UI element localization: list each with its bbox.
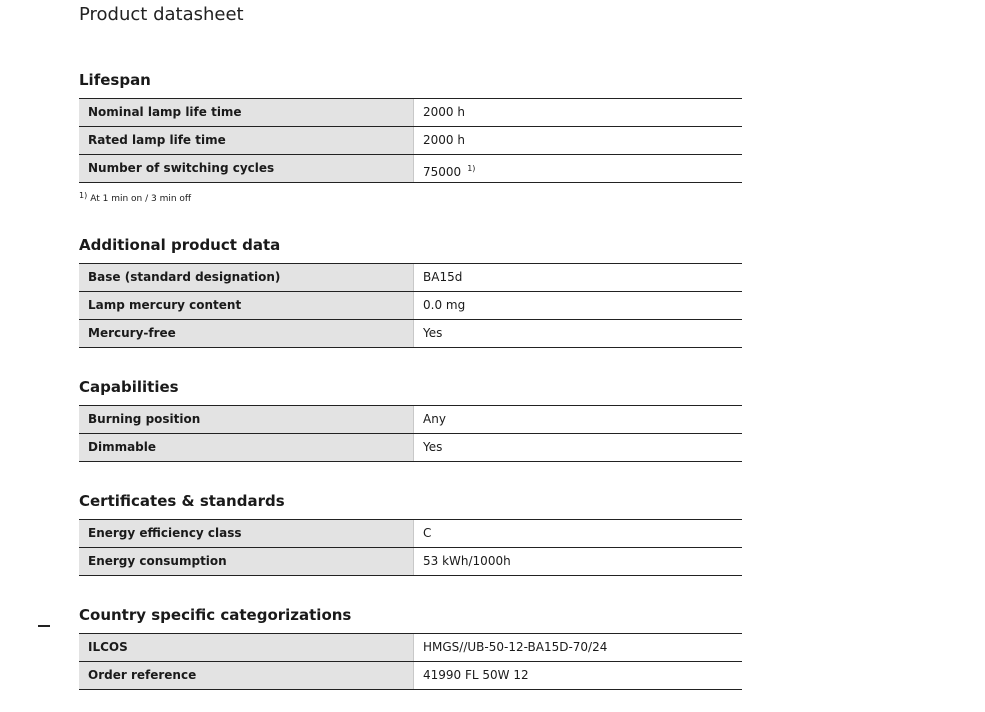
row-value: BA15d bbox=[413, 264, 742, 291]
spec-table bbox=[79, 98, 742, 183]
spec-table bbox=[79, 633, 742, 690]
row-label: Lamp mercury content bbox=[79, 292, 413, 319]
section-country-specific bbox=[79, 605, 742, 690]
row-label: Order reference bbox=[79, 662, 413, 689]
table-row bbox=[79, 662, 742, 690]
row-value: 2000 h bbox=[413, 127, 742, 154]
row-label: Burning position bbox=[79, 406, 413, 433]
table-row bbox=[79, 264, 742, 292]
row-label: Energy consumption bbox=[79, 548, 413, 575]
row-label: Number of switching cycles bbox=[79, 155, 413, 182]
section-certificates-standards bbox=[79, 491, 742, 576]
row-label: Energy efficiency class bbox=[79, 520, 413, 547]
table-row bbox=[79, 634, 742, 662]
table-row bbox=[79, 434, 742, 462]
row-label: Mercury-free bbox=[79, 320, 413, 347]
table-row bbox=[79, 99, 742, 127]
table-row bbox=[79, 548, 742, 576]
table-row bbox=[79, 155, 742, 183]
row-value: 2000 h bbox=[413, 99, 742, 126]
page-title: Product datasheet bbox=[79, 4, 244, 25]
section-title: Capabilities bbox=[79, 378, 179, 396]
section-capabilities bbox=[79, 377, 742, 462]
row-value: 75000 bbox=[423, 165, 462, 179]
table-row bbox=[79, 520, 742, 548]
row-value: HMGS//UB-50-12-BA15D-70/24 bbox=[413, 634, 742, 661]
table-row bbox=[79, 127, 742, 155]
section-title: Country specific categorizations bbox=[79, 606, 352, 624]
row-label: Nominal lamp life time bbox=[79, 99, 413, 126]
margin-dash-mark bbox=[38, 625, 50, 627]
row-value: Any bbox=[413, 406, 742, 433]
section-title: Lifespan bbox=[79, 71, 151, 89]
spec-table bbox=[79, 519, 742, 576]
row-value: C bbox=[413, 520, 742, 547]
row-value: 0.0 mg bbox=[413, 292, 742, 319]
row-value: Yes bbox=[413, 320, 742, 347]
row-value: 53 kWh/1000h bbox=[413, 548, 742, 575]
row-value: Yes bbox=[413, 434, 742, 461]
row-label: Rated lamp life time bbox=[79, 127, 413, 154]
footnote-mark: 1) bbox=[467, 164, 476, 173]
row-value: 41990 FL 50W 12 bbox=[413, 662, 742, 689]
section-title: Certificates & standards bbox=[79, 492, 285, 510]
table-row bbox=[79, 320, 742, 348]
footnote-mark: 1) bbox=[79, 191, 88, 200]
footnote bbox=[79, 191, 742, 204]
section-lifespan bbox=[79, 70, 742, 204]
row-label: ILCOS bbox=[79, 634, 413, 661]
row-value-cell bbox=[413, 155, 742, 182]
section-title: Additional product data bbox=[79, 236, 281, 254]
row-label: Base (standard designation) bbox=[79, 264, 413, 291]
section-additional-product-data bbox=[79, 235, 742, 348]
footnote-text: At 1 min on / 3 min off bbox=[90, 194, 192, 204]
spec-table bbox=[79, 405, 742, 462]
table-row bbox=[79, 406, 742, 434]
spec-table bbox=[79, 263, 742, 348]
table-row bbox=[79, 292, 742, 320]
row-label: Dimmable bbox=[79, 434, 413, 461]
